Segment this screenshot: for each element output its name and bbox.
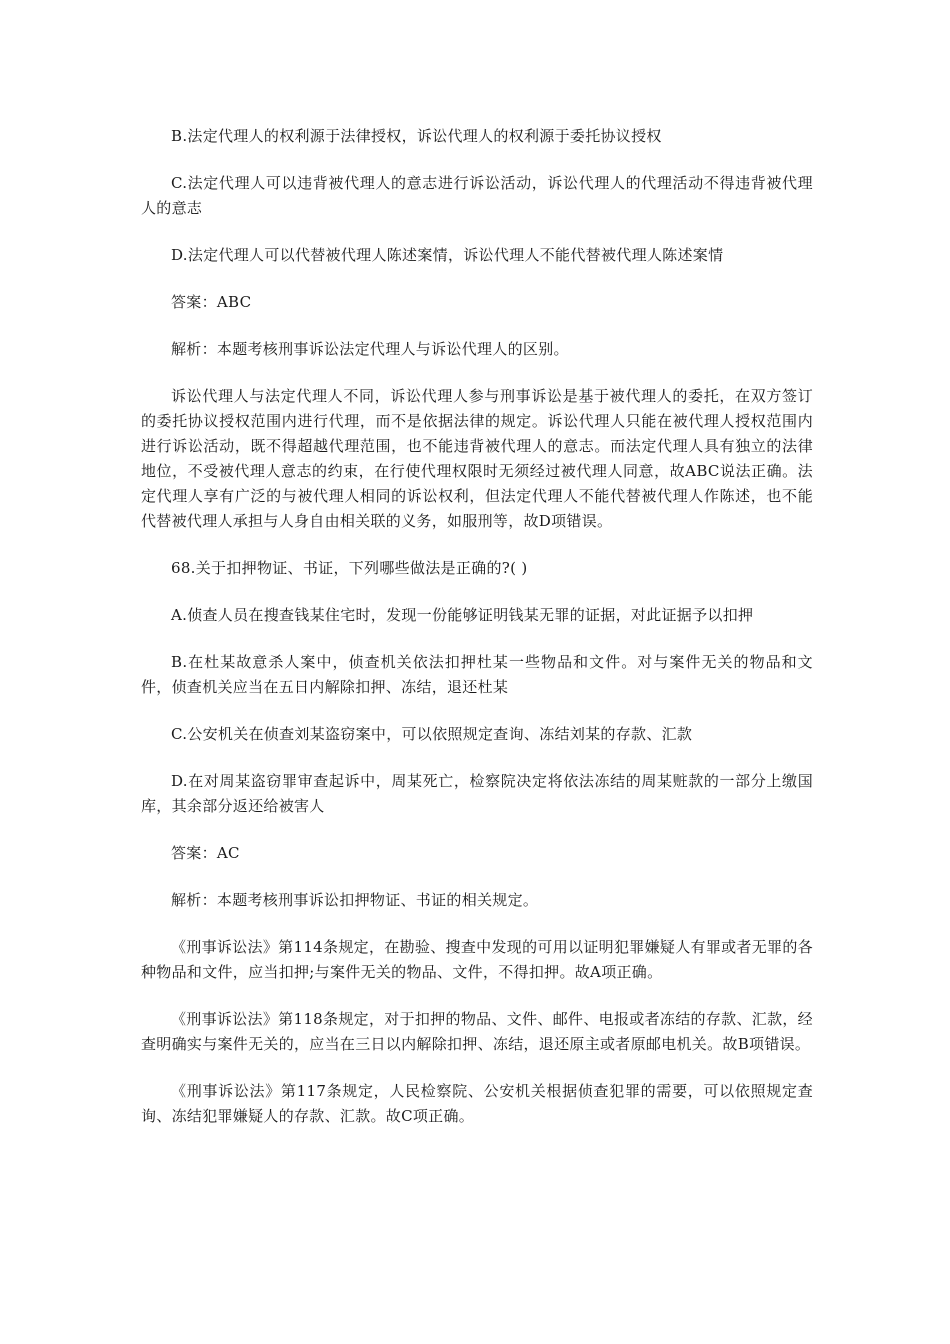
analysis-body-paragraph: 诉讼代理人与法定代理人不同，诉讼代理人参与刑事诉讼是基于被代理人的委托，在双方签订的委托协议授权范围内进行代理，而不是依据法律的规定。诉讼代理人只能在被代理人授权范围内进行诉讼活动，既不得超越代理范围，也不能违背被代理人的意志。而法定代理人具有独立的法律地位，不受被代理人意志的约束，在行使代理权限时无须经过被代理人同意，故ABC说法正确。法定代理人享有广泛的与被代理人相同的诉讼权利，但法定代理人不能代替被代理人作陈述，也不能代替被代理人承担与人身自由相关联的义务，如服刑等，故D项错误。 bbox=[141, 387, 813, 530]
question-68-analysis-intro: 解析：本题考核刑事诉讼扣押物证、书证的相关规定。 bbox=[171, 891, 539, 909]
answer-paragraph: 答案：ABC bbox=[171, 293, 252, 311]
option-c-paragraph: C.法定代理人可以违背被代理人的意志进行诉讼活动，诉讼代理人的代理活动不得违背被代理人的意志 bbox=[141, 174, 813, 217]
question-68-option-d: D.在对周某盗窃罪审查起诉中，周某死亡，检察院决定将依法冻结的周某赃款的一部分上缴国库，其余部分返还给被害人 bbox=[141, 772, 813, 815]
document-body bbox=[141, 124, 813, 1151]
question-68-option-c: C.公安机关在侦查刘某盗窃案中，可以依照规定查询、冻结刘某的存款、汇款 bbox=[171, 725, 693, 743]
option-d-paragraph: D.法定代理人可以代替被代理人陈述案情，诉讼代理人不能代替被代理人陈述案情 bbox=[171, 246, 724, 264]
question-68-option-a: A.侦查人员在搜查钱某住宅时，发现一份能够证明钱某无罪的证据，对此证据予以扣押 bbox=[171, 606, 754, 624]
law-article-117-paragraph: 《刑事诉讼法》第117条规定，人民检察院、公安机关根据侦查犯罪的需要，可以依照规定查询、冻结犯罪嫌疑人的存款、汇款。故C项正确。 bbox=[141, 1082, 813, 1125]
analysis-intro-paragraph: 解析：本题考核刑事诉讼法定代理人与诉讼代理人的区别。 bbox=[171, 340, 569, 358]
question-68-option-b: B.在杜某故意杀人案中，侦查机关依法扣押杜某一些物品和文件。对与案件无关的物品和文件，侦查机关应当在五日内解除扣押、冻结，退还杜某 bbox=[141, 653, 813, 696]
law-article-118-paragraph: 《刑事诉讼法》第118条规定，对于扣押的物品、文件、邮件、电报或者冻结的存款、汇款，经查明确实与案件无关的，应当在三日以内解除扣押、冻结，退还原主或者原邮电机关。故B项错误。 bbox=[141, 1010, 813, 1053]
question-68-answer: 答案：AC bbox=[171, 844, 240, 862]
option-b-paragraph: B.法定代理人的权利源于法律授权，诉讼代理人的权利源于委托协议授权 bbox=[171, 127, 662, 145]
law-article-114-paragraph: 《刑事诉讼法》第114条规定，在勘验、搜查中发现的可用以证明犯罪嫌疑人有罪或者无罪的各种物品和文件，应当扣押;与案件无关的物品、文件，不得扣押。故A项正确。 bbox=[141, 938, 813, 981]
question-68-paragraph: 68.关于扣押物证、书证，下列哪些做法是正确的?( ) bbox=[171, 559, 528, 577]
